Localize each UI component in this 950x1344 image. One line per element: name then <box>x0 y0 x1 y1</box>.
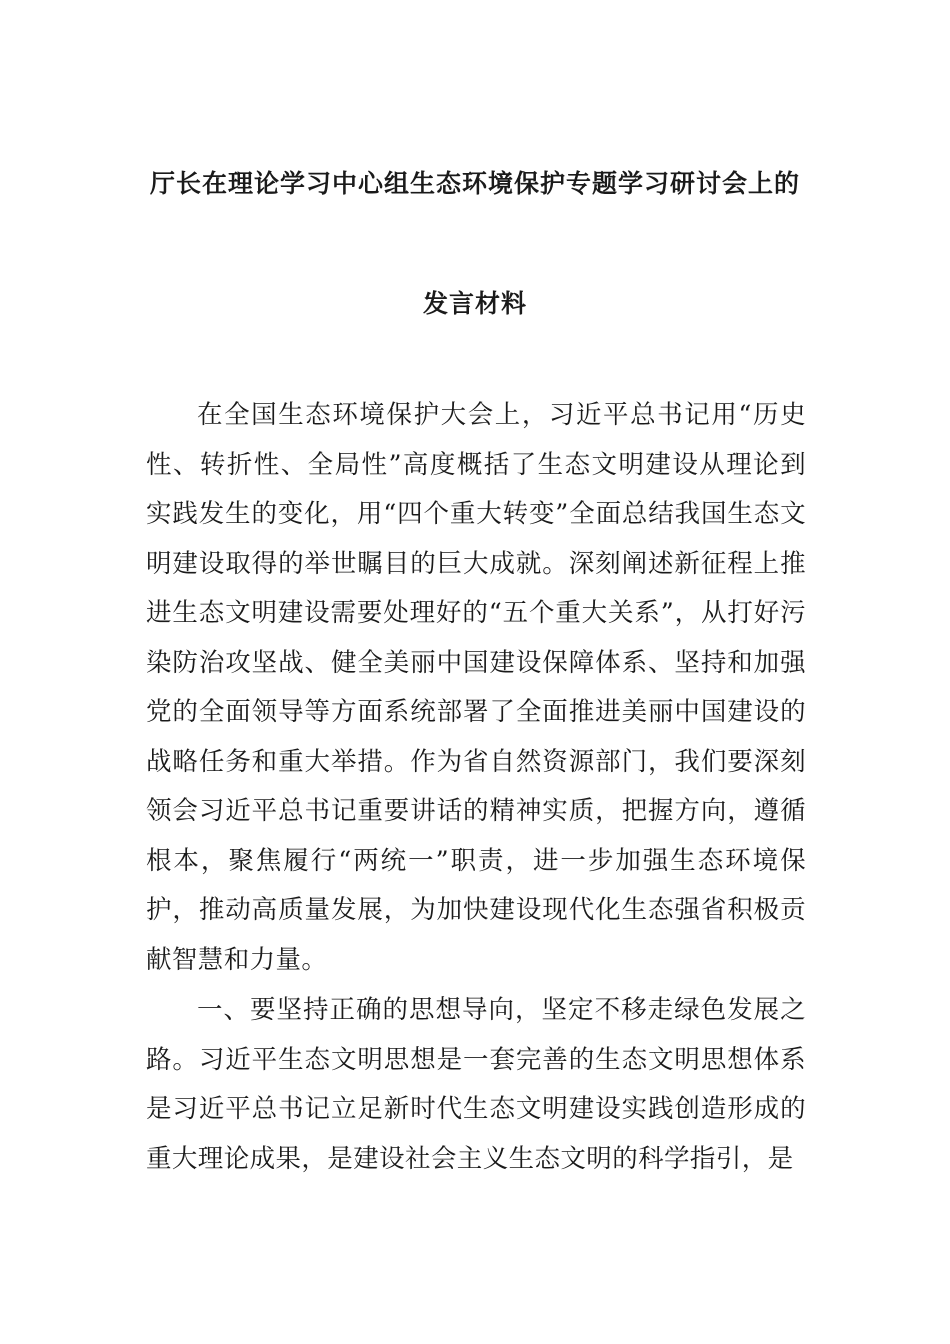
body-paragraph-section-one: 一、要坚持正确的思想导向，坚定不移走绿色发展之路。习近平生态文明思想是一套完善的生态文明思想体系是习近平总书记立足新时代生态文明建设实践创造形成的重大理论成果，是建设社会主义生态文明的科学指引，是 <box>146 995 806 1174</box>
document-title-line-2: 发言材料 <box>422 289 527 318</box>
document-title-line-1: 厅长在理论学习中心组生态环境保护专题学习研讨会上的 <box>149 169 800 198</box>
body-paragraph-intro: 在全国生态环境保护大会上，习近平总书记用“历史性、转折性、全局性”高度概括了生态文明建设从理论到实践发生的变化，用“四个重大转变”全面总结我国生态文明建设取得的举世瞩目的巨大成就。深刻阐述新征程上推进生态文明建设需要处理好的“五个重大关系”，从打好污染防治攻坚战、健全美丽中国建设保障体系、坚持和加强党的全面领导等方面系统部署了全面推进美丽中国建设的战略任务和重大举措。作为省自然资源部门，我们要深刻领会习近平总书记重要讲话的精神实质，把握方向，遵循根本，聚焦履行“两统一”职责，进一步加强生态环境保护，推动高质量发展，为加快建设现代化生态强省积极贡献智慧和力量。 <box>146 400 806 975</box>
